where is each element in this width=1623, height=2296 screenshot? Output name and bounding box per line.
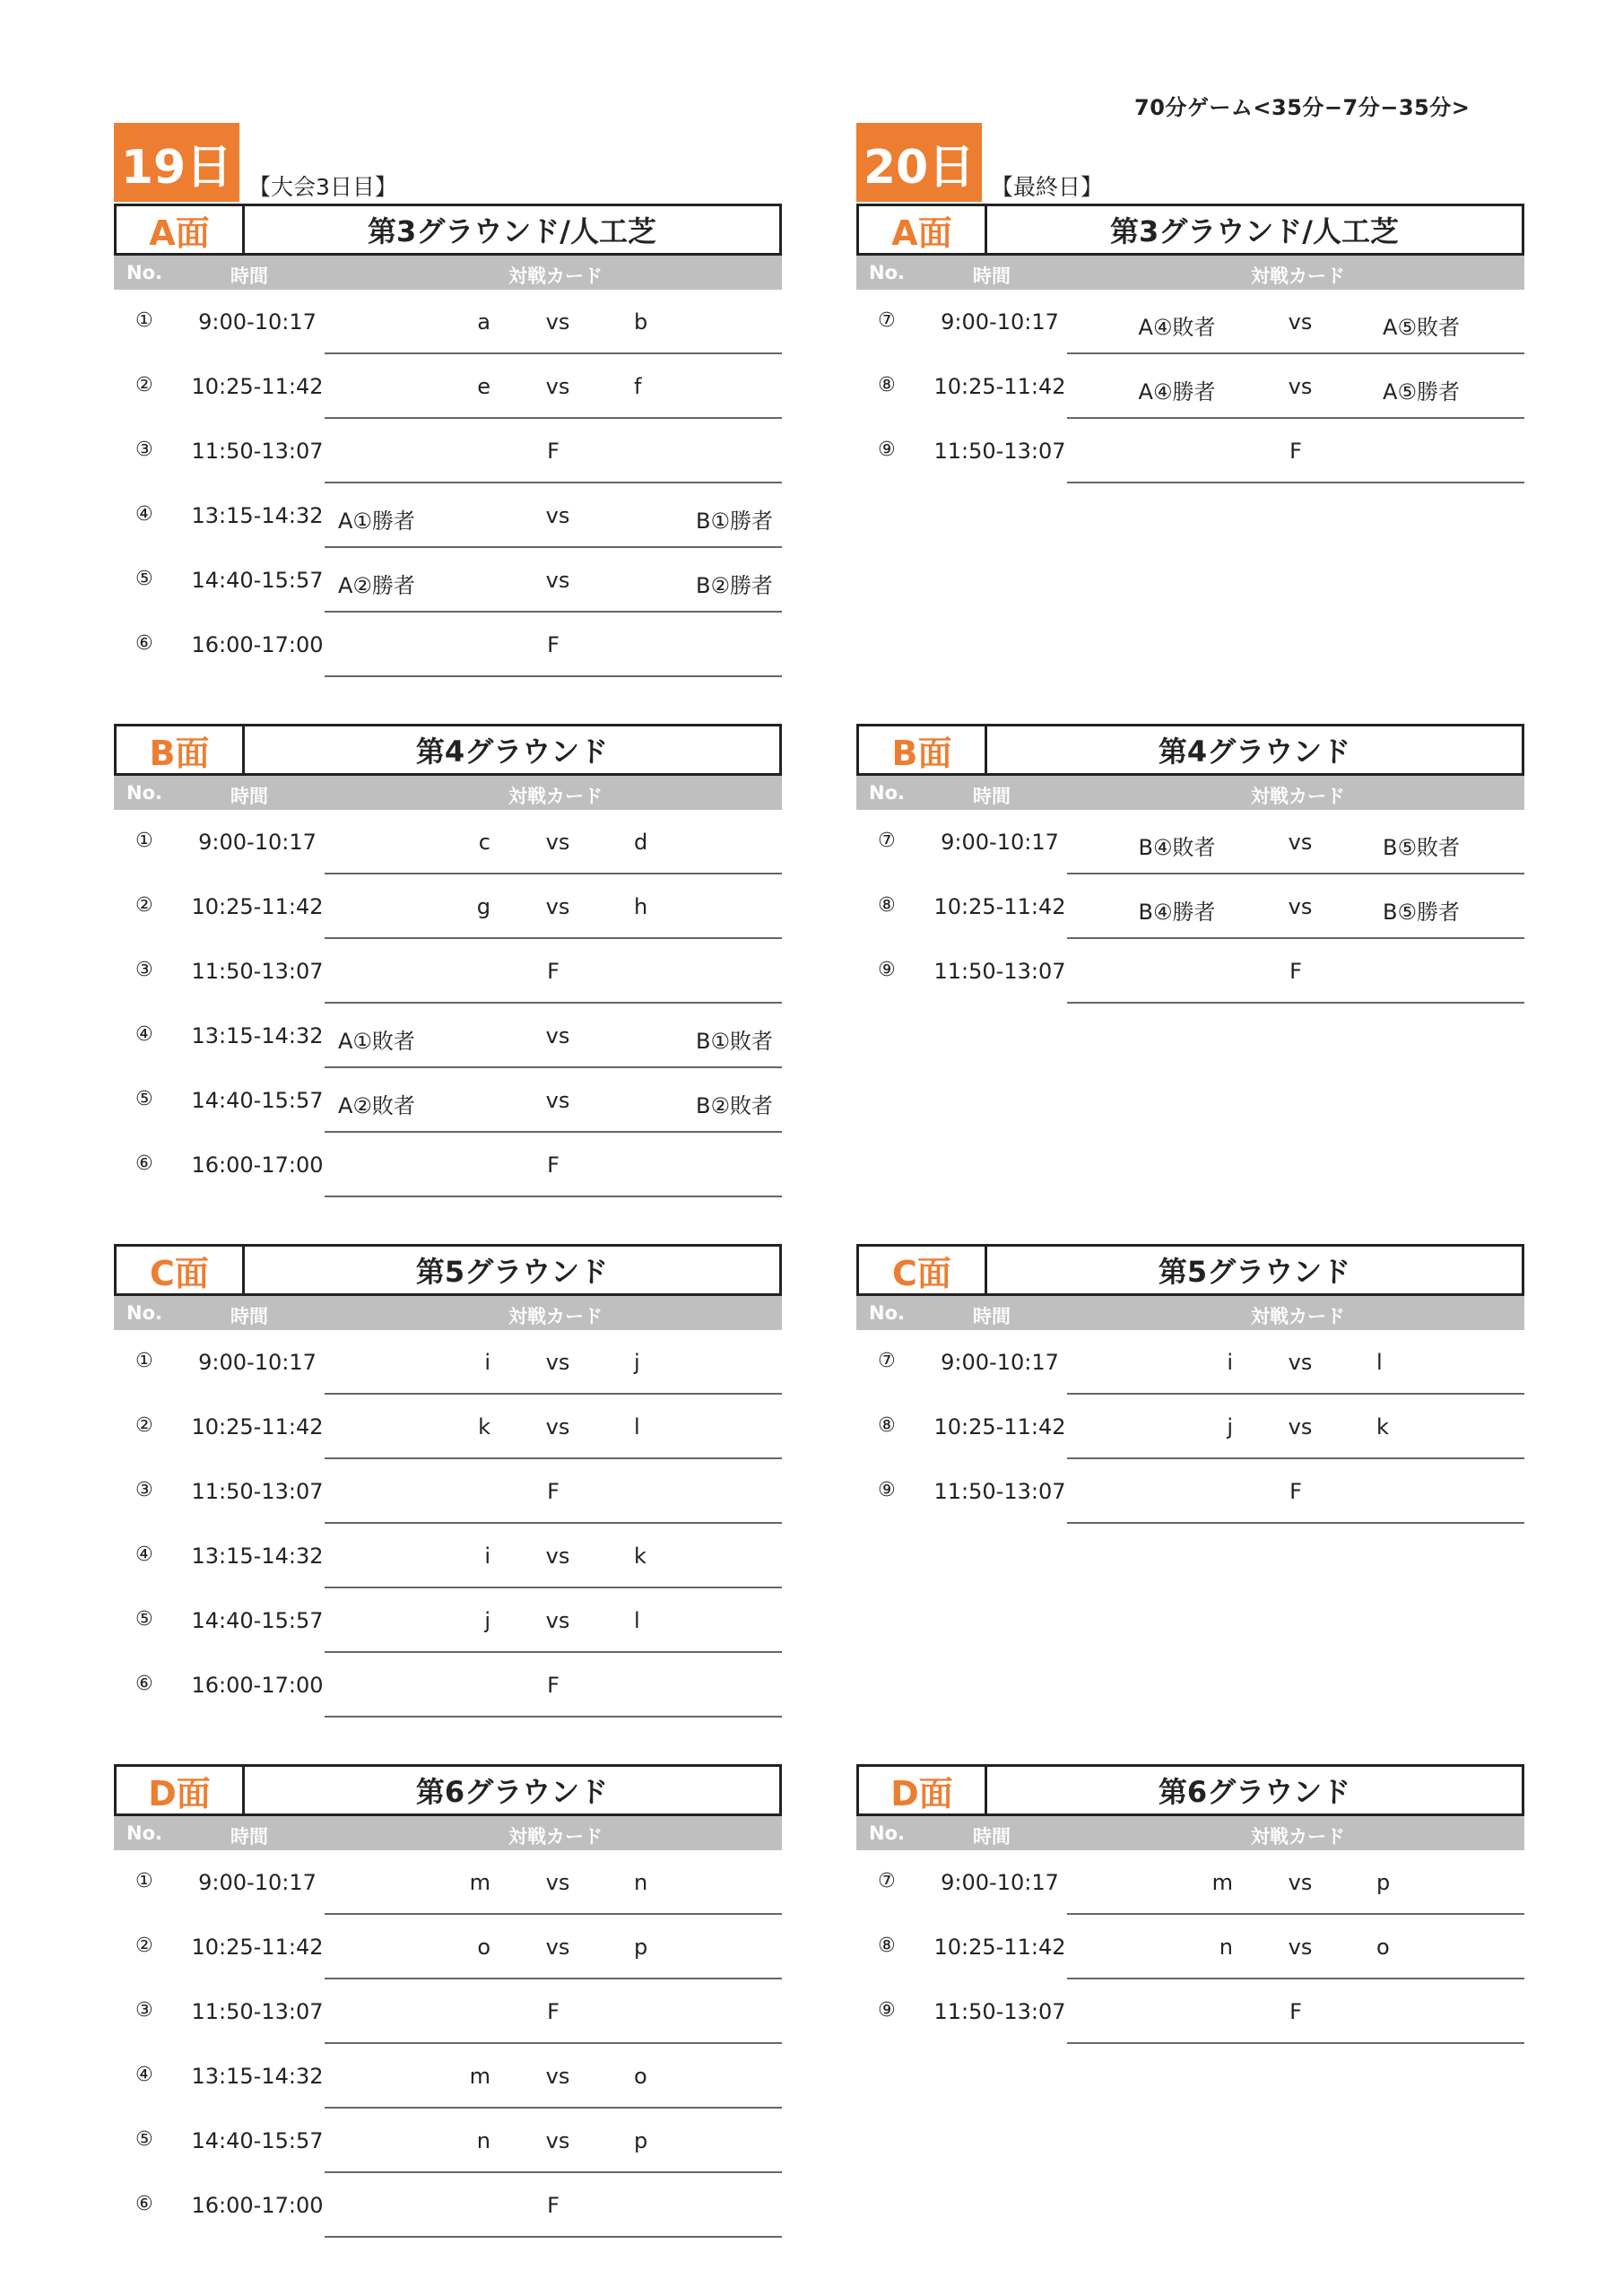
team-away: l — [634, 1414, 640, 1439]
match-free: F — [547, 2193, 560, 2218]
team-home: k — [478, 1414, 490, 1439]
match-time: 13:15-14:32 — [191, 1023, 324, 1048]
vs-label: vs — [545, 1608, 570, 1633]
match-row — [114, 1588, 782, 1653]
team-away: A⑤敗者 — [1383, 315, 1460, 340]
match-free: F — [547, 439, 560, 464]
match-time: 10:25-11:42 — [933, 894, 1066, 919]
match-time: 9:00-10:17 — [941, 1350, 1059, 1375]
court-letter: B面 — [117, 726, 245, 773]
match-row — [114, 2173, 782, 2238]
match-number: ④ — [135, 2064, 153, 2086]
team-away: p — [1376, 1870, 1391, 1895]
court-header — [114, 724, 782, 776]
match-time: 9:00-10:17 — [198, 1870, 317, 1895]
row-divider — [325, 2236, 782, 2238]
match-time: 10:25-11:42 — [933, 1935, 1066, 1960]
match-row — [114, 290, 782, 354]
match-number: ⑧ — [878, 374, 896, 396]
court-header — [856, 1764, 1524, 1816]
team-home: o — [477, 1935, 490, 1960]
match-number: ① — [135, 830, 153, 852]
header-time: 時間 — [230, 265, 268, 287]
match-time: 9:00-10:17 — [198, 1350, 317, 1375]
court-schedule — [856, 204, 1524, 677]
team-home: i — [484, 1544, 490, 1569]
team-home: A④勝者 — [1138, 379, 1216, 404]
match-time: 13:15-14:32 — [191, 503, 324, 528]
match-row — [114, 1068, 782, 1133]
court-schedule — [856, 1244, 1524, 1718]
team-home: n — [476, 2128, 490, 2153]
header-time: 時間 — [973, 265, 1011, 287]
match-row — [856, 1330, 1524, 1395]
vs-label: vs — [1288, 894, 1313, 919]
header-no: No. — [869, 1302, 905, 1324]
header-time: 時間 — [230, 786, 268, 807]
day-header — [856, 123, 1524, 202]
court-header — [114, 204, 782, 256]
court-schedule — [114, 724, 782, 1197]
match-time: 11:50-13:07 — [191, 1479, 324, 1504]
match-row — [114, 2044, 782, 2109]
match-number: ② — [135, 1414, 153, 1437]
match-number: ② — [135, 1935, 153, 1957]
vs-label: vs — [545, 374, 570, 399]
match-row — [114, 1330, 782, 1395]
match-row — [856, 1979, 1524, 2044]
match-row — [114, 548, 782, 613]
court-header — [856, 1244, 1524, 1296]
team-away: f — [634, 374, 642, 399]
match-row — [856, 874, 1524, 939]
team-home: i — [1227, 1350, 1233, 1375]
match-time: 16:00-17:00 — [191, 2193, 324, 2218]
match-time: 16:00-17:00 — [191, 1673, 324, 1698]
header-time: 時間 — [230, 1826, 268, 1848]
match-time: 10:25-11:42 — [191, 894, 324, 919]
match-free: F — [547, 1479, 560, 1504]
team-home: B④敗者 — [1138, 835, 1216, 860]
match-number: ⑥ — [135, 1152, 153, 1175]
header-no: No. — [869, 1822, 905, 1844]
court-letter: B面 — [859, 726, 987, 773]
ground-name: 第6グラウンド — [1158, 1775, 1351, 1809]
match-time: 9:00-10:17 — [198, 309, 317, 335]
match-free: F — [547, 1999, 560, 2024]
match-row — [114, 810, 782, 874]
match-time: 16:00-17:00 — [191, 632, 324, 657]
match-row — [114, 1133, 782, 1197]
match-row — [114, 613, 782, 677]
match-free: F — [1289, 1999, 1302, 2024]
match-time: 11:50-13:07 — [933, 439, 1066, 464]
header-time: 時間 — [973, 1306, 1011, 1327]
court-schedule — [114, 1244, 782, 1718]
match-row — [114, 1653, 782, 1718]
match-free: F — [547, 632, 560, 657]
match-time: 9:00-10:17 — [198, 830, 317, 855]
header-card: 対戦カード — [508, 265, 603, 287]
team-away: k — [634, 1544, 647, 1569]
match-number: ⑨ — [878, 439, 896, 461]
team-home: A④敗者 — [1138, 315, 1216, 340]
column-header — [114, 256, 782, 290]
match-number: ⑦ — [878, 1870, 896, 1892]
match-row — [114, 419, 782, 483]
vs-label: vs — [545, 1350, 570, 1375]
row-divider — [325, 1196, 782, 1197]
match-free: F — [1289, 1479, 1302, 1504]
match-number: ⑧ — [878, 1935, 896, 1957]
header-no: No. — [869, 782, 905, 804]
match-row — [856, 1395, 1524, 1459]
match-row — [114, 1979, 782, 2044]
match-time: 9:00-10:17 — [941, 309, 1059, 335]
match-row — [114, 1395, 782, 1459]
court-letter: A面 — [117, 206, 245, 253]
team-home: e — [477, 374, 490, 399]
match-number: ⑤ — [135, 2128, 153, 2151]
ground-name: 第5グラウンド — [415, 1255, 609, 1289]
row-divider — [1067, 1522, 1524, 1524]
day-column — [114, 123, 782, 2284]
court-letter: D面 — [117, 1767, 245, 1813]
row-divider — [1067, 2042, 1524, 2044]
header-time: 時間 — [973, 1826, 1011, 1848]
game-format-note: 70分ゲーム<35分−7分−35分> — [1134, 95, 1471, 120]
match-row — [114, 1459, 782, 1524]
team-home: a — [477, 309, 490, 335]
court-header — [856, 724, 1524, 776]
match-row — [856, 939, 1524, 1004]
match-row — [114, 874, 782, 939]
match-time: 13:15-14:32 — [191, 1544, 324, 1569]
match-time: 11:50-13:07 — [933, 959, 1066, 984]
team-home: A①勝者 — [338, 509, 415, 534]
match-time: 10:25-11:42 — [933, 374, 1066, 399]
match-number: ④ — [135, 503, 153, 526]
court-schedule — [856, 1764, 1524, 2238]
match-number: ⑥ — [135, 632, 153, 655]
match-number: ③ — [135, 1999, 153, 2022]
match-free: F — [1289, 959, 1302, 984]
match-number: ② — [135, 894, 153, 917]
match-number: ⑦ — [878, 830, 896, 852]
match-time: 11:50-13:07 — [191, 959, 324, 984]
match-number: ③ — [135, 1479, 153, 1501]
ground-name: 第5グラウンド — [1158, 1255, 1351, 1289]
vs-label: vs — [545, 830, 570, 855]
ground-name: 第3グラウンド/人工芝 — [1110, 214, 1399, 248]
vs-label: vs — [545, 1023, 570, 1048]
court-header — [114, 1764, 782, 1816]
ground-name: 第4グラウンド — [1158, 735, 1351, 769]
team-away: A⑤勝者 — [1383, 379, 1460, 404]
match-number: ④ — [135, 1023, 153, 1046]
match-time: 11:50-13:07 — [191, 1999, 324, 2024]
team-away: h — [634, 894, 648, 919]
match-number: ⑨ — [878, 1479, 896, 1501]
match-row — [114, 2109, 782, 2173]
header-no: No. — [126, 782, 162, 804]
header-no: No. — [126, 1822, 162, 1844]
day-column — [856, 123, 1524, 2284]
match-number: ④ — [135, 1544, 153, 1566]
match-time: 10:25-11:42 — [933, 1414, 1066, 1439]
team-home: j — [1227, 1414, 1233, 1439]
match-time: 9:00-10:17 — [941, 1870, 1059, 1895]
team-away: B⑤勝者 — [1383, 900, 1460, 925]
team-away: p — [634, 2128, 648, 2153]
match-time: 14:40-15:57 — [191, 2128, 324, 2153]
match-time: 10:25-11:42 — [191, 1414, 324, 1439]
team-home: A①敗者 — [338, 1029, 415, 1054]
match-time: 11:50-13:07 — [933, 1479, 1066, 1504]
match-free: F — [547, 959, 560, 984]
header-no: No. — [126, 1302, 162, 1324]
match-number: ⑦ — [878, 309, 896, 332]
team-home: m — [469, 2064, 490, 2089]
match-row — [114, 1850, 782, 1915]
team-away: k — [1376, 1414, 1389, 1439]
match-time: 14:40-15:57 — [191, 568, 324, 593]
vs-label: vs — [545, 1870, 570, 1895]
vs-label: vs — [545, 503, 570, 528]
team-away: B⑤敗者 — [1383, 835, 1460, 860]
match-row — [114, 939, 782, 1004]
header-card: 対戦カード — [508, 1306, 603, 1327]
match-number: ① — [135, 1350, 153, 1372]
match-time: 9:00-10:17 — [941, 830, 1059, 855]
match-number: ② — [135, 374, 153, 396]
match-number: ⑧ — [878, 894, 896, 917]
match-time: 13:15-14:32 — [191, 2064, 324, 2089]
vs-label: vs — [545, 309, 570, 335]
match-row — [856, 1850, 1524, 1915]
vs-label: vs — [545, 894, 570, 919]
team-away: n — [634, 1870, 648, 1895]
match-row — [856, 419, 1524, 483]
day-subtitle: 【大会3日目】 — [248, 174, 397, 200]
match-number: ⑨ — [878, 959, 896, 981]
match-row — [856, 290, 1524, 354]
team-away: d — [634, 830, 648, 855]
team-home: A②勝者 — [338, 573, 415, 598]
match-time: 10:25-11:42 — [191, 374, 324, 399]
header-time: 時間 — [230, 1306, 268, 1327]
vs-label: vs — [545, 1414, 570, 1439]
team-away: b — [634, 309, 648, 335]
column-header — [114, 776, 782, 810]
match-number: ⑤ — [135, 1088, 153, 1110]
match-row — [114, 354, 782, 419]
team-home: j — [484, 1608, 490, 1633]
day-badge: 20日 — [856, 123, 982, 202]
header-card: 対戦カード — [508, 1826, 603, 1848]
header-card: 対戦カード — [1251, 265, 1345, 287]
match-row — [856, 354, 1524, 419]
ground-name: 第6グラウンド — [415, 1775, 609, 1809]
match-row — [114, 1915, 782, 1979]
ground-name: 第4グラウンド — [415, 735, 609, 769]
vs-label: vs — [1288, 830, 1313, 855]
court-letter: D面 — [859, 1767, 987, 1813]
vs-label: vs — [1288, 1870, 1313, 1895]
vs-label: vs — [545, 1544, 570, 1569]
team-home: c — [478, 830, 490, 855]
team-away: B①勝者 — [696, 509, 773, 534]
match-number: ③ — [135, 439, 153, 461]
team-away: l — [634, 1608, 640, 1633]
vs-label: vs — [1288, 1414, 1313, 1439]
vs-label: vs — [1288, 374, 1313, 399]
match-time: 11:50-13:07 — [933, 1999, 1066, 2024]
vs-label: vs — [545, 2064, 570, 2089]
court-schedule — [856, 724, 1524, 1197]
header-time: 時間 — [973, 786, 1011, 807]
match-time: 11:50-13:07 — [191, 439, 324, 464]
match-free: F — [1289, 439, 1302, 464]
team-away: B①敗者 — [696, 1029, 773, 1054]
column-header — [114, 1296, 782, 1330]
row-divider — [325, 1716, 782, 1718]
match-number: ⑤ — [135, 568, 153, 590]
match-number: ⑦ — [878, 1350, 896, 1372]
column-header — [856, 1296, 1524, 1330]
match-time: 10:25-11:42 — [191, 1935, 324, 1960]
match-row — [856, 1459, 1524, 1524]
vs-label: vs — [545, 568, 570, 593]
header-no: No. — [869, 262, 905, 283]
match-number: ⑥ — [135, 1673, 153, 1695]
match-number: ⑨ — [878, 1999, 896, 2022]
day-badge: 19日 — [114, 123, 239, 202]
team-away: B②敗者 — [696, 1093, 773, 1118]
match-number: ⑥ — [135, 2193, 153, 2215]
court-schedule — [114, 204, 782, 677]
match-free: F — [547, 1152, 560, 1178]
match-row — [114, 1004, 782, 1068]
match-number: ⑧ — [878, 1414, 896, 1437]
column-header — [114, 1816, 782, 1850]
match-number: ① — [135, 1870, 153, 1892]
row-divider — [1067, 1002, 1524, 1004]
day-header — [114, 123, 782, 202]
match-row — [114, 1524, 782, 1588]
header-card: 対戦カード — [1251, 1826, 1345, 1848]
team-away: p — [634, 1935, 648, 1960]
vs-label: vs — [545, 1935, 570, 1960]
court-header — [856, 204, 1524, 256]
court-letter: C面 — [859, 1247, 987, 1293]
vs-label: vs — [545, 2128, 570, 2153]
court-schedule — [114, 1764, 782, 2238]
ground-name: 第3グラウンド/人工芝 — [368, 214, 656, 248]
row-divider — [1067, 482, 1524, 483]
header-no: No. — [126, 262, 162, 283]
row-divider — [325, 675, 782, 677]
column-header — [856, 1816, 1524, 1850]
match-row — [114, 483, 782, 548]
match-time: 16:00-17:00 — [191, 1152, 324, 1178]
team-away: o — [1376, 1935, 1390, 1960]
match-row — [856, 1915, 1524, 1979]
match-free: F — [547, 1673, 560, 1698]
match-number: ① — [135, 309, 153, 332]
team-home: m — [469, 1870, 490, 1895]
match-time: 14:40-15:57 — [191, 1088, 324, 1113]
vs-label: vs — [1288, 1935, 1313, 1960]
court-letter: C面 — [117, 1247, 245, 1293]
match-number: ③ — [135, 959, 153, 981]
vs-label: vs — [1288, 1350, 1313, 1375]
team-home: A②敗者 — [338, 1093, 415, 1118]
team-home: i — [484, 1350, 490, 1375]
court-letter: A面 — [859, 206, 987, 253]
team-home: B④勝者 — [1138, 900, 1216, 925]
column-header — [856, 256, 1524, 290]
team-away: j — [634, 1350, 640, 1375]
match-time: 14:40-15:57 — [191, 1608, 324, 1633]
column-header — [856, 776, 1524, 810]
day-subtitle: 【最終日】 — [991, 174, 1104, 200]
team-home: g — [476, 894, 490, 919]
team-home: m — [1211, 1870, 1233, 1895]
team-away: o — [634, 2064, 647, 2089]
header-card: 対戦カード — [508, 786, 603, 807]
header-card: 対戦カード — [1251, 1306, 1345, 1327]
team-away: B②勝者 — [696, 573, 773, 598]
vs-label: vs — [1288, 309, 1313, 335]
header-card: 対戦カード — [1251, 786, 1345, 807]
team-away: l — [1376, 1350, 1383, 1375]
match-row — [856, 810, 1524, 874]
vs-label: vs — [545, 1088, 570, 1113]
match-number: ⑤ — [135, 1608, 153, 1631]
court-header — [114, 1244, 782, 1296]
team-home: n — [1219, 1935, 1233, 1960]
